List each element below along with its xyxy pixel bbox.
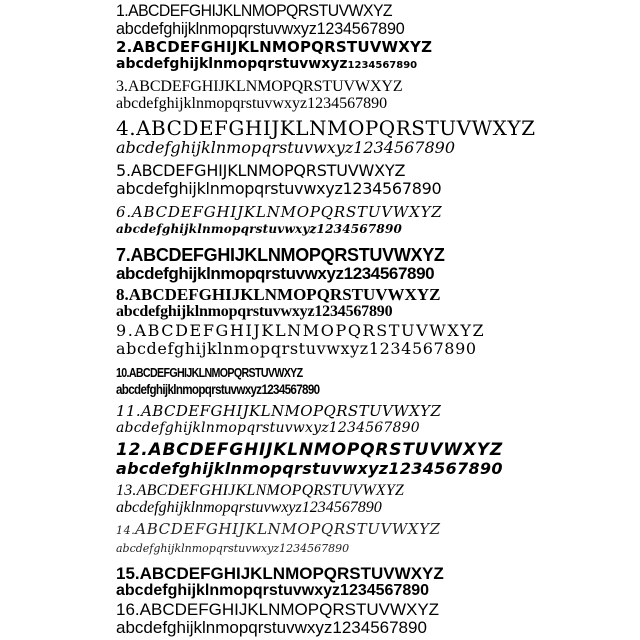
font-sample-14 xyxy=(116,522,636,554)
lowercase-digits-line: abcdefghijklnmopqrstuvwxyz1234567890 xyxy=(116,381,320,397)
uppercase-alphabet: ABCDEFGHIJKLNMOPQRSTUVWXYZ xyxy=(128,365,303,380)
lowercase-alphabet: abcdefghijklnmopqrstuvwxyz xyxy=(116,56,348,72)
font-sample-16 xyxy=(116,601,636,636)
sample-uppercase-line xyxy=(116,246,636,264)
sample-number: 12. xyxy=(116,440,149,460)
lowercase-digits-line: abcdefghijklnmopqrstuvwxyz1234567890 xyxy=(116,222,403,236)
lowercase-digits-line xyxy=(116,57,636,71)
font-sample-6 xyxy=(116,205,636,235)
sample-uppercase-line xyxy=(116,483,636,499)
uppercase-alphabet: ABCDEFGHIJKLNMOPQRSTUVWXYZ xyxy=(130,245,445,265)
uppercase-alphabet: ABCDEFGHIJKLNMOPQRSTUVWXYZ xyxy=(127,78,403,95)
sample-uppercase-line xyxy=(116,522,636,537)
lowercase-digits-line: abcdefghijklnmopqrstuvwxyz1234567890 xyxy=(116,179,442,198)
sample-uppercase-line xyxy=(116,601,636,618)
uppercase-alphabet: ABCDEFGHIJKLNMOPQRSTUVWXYZ xyxy=(141,402,442,420)
lowercase-digits-line: abcdefghijklnmopqrstuvwxyz1234567890 xyxy=(116,19,405,38)
sample-number: 13. xyxy=(116,482,137,499)
font-sample-5 xyxy=(116,163,636,197)
sample-number: 5. xyxy=(116,161,131,180)
sample-number: 15. xyxy=(116,564,140,583)
sample-uppercase-line xyxy=(116,286,636,303)
sample-uppercase-line xyxy=(116,366,542,379)
uppercase-alphabet: ABCDEFGHIJKLNMOPQRSTUVWXYZ xyxy=(128,285,441,304)
font-sample-13 xyxy=(116,483,636,516)
lowercase-digits-line: abcdefghijklnmopqrstuvwxyz1234567890 xyxy=(116,420,420,436)
font-sample-8 xyxy=(116,286,636,320)
lowercase-digits-line: abcdefghijklnmopqrstuvwxyz1234567890 xyxy=(116,264,435,283)
uppercase-alphabet: ABCDEFGHIJKLNMOPQRSTUVWXYZ xyxy=(139,564,444,583)
font-sample-15 xyxy=(116,565,636,599)
uppercase-alphabet: ABCDEFGHIJKLNMOPQRSTUVWXYZ xyxy=(130,161,406,180)
lowercase-digits-line: abcdefghijklnmopqrstuvwxyz1234567890 xyxy=(116,339,477,358)
uppercase-alphabet: ABCDEFGHIJKLNMOPQRSTUVWXYZ xyxy=(128,1,393,20)
lowercase-digits-line: abcdefghijklnmopqrstuvwxyz1234567890 xyxy=(116,618,427,637)
sample-number: 10. xyxy=(116,365,129,380)
uppercase-alphabet: ABCDEFGHIJKLNMOPQRSTUVWXYZ xyxy=(148,440,503,460)
lowercase-digits-line: abcdefghijklnmopqrstuvwxyz1234567890 xyxy=(116,95,388,112)
sample-uppercase-line xyxy=(116,163,636,179)
sample-number: 14. xyxy=(116,524,136,537)
sample-uppercase-line xyxy=(116,404,636,419)
sample-uppercase-line xyxy=(116,205,636,220)
uppercase-alphabet: ABCDEFGHIJKLNMOPQRSTUVWXYZ xyxy=(135,520,441,538)
uppercase-alphabet: ABCDEFGHIJKLNMOPQRSTUVWXYZ xyxy=(136,482,405,499)
font-sample-9 xyxy=(116,323,636,357)
font-sample-7 xyxy=(116,246,636,282)
sample-number: 8. xyxy=(116,285,129,304)
sample-number: 1. xyxy=(116,1,129,20)
sample-number: 16. xyxy=(116,600,140,619)
font-sample-10 xyxy=(116,366,636,396)
sample-number: 4. xyxy=(116,116,137,140)
font-sample-12 xyxy=(116,442,636,477)
uppercase-alphabet: ABCDEFGHIJKLNMOPQRSTUVWXYZ xyxy=(134,321,486,340)
lowercase-digits-line: abcdefghijklnmopqrstuvwxyz1234567890 xyxy=(116,459,503,478)
sample-uppercase-line xyxy=(116,442,636,459)
lowercase-digits-line: abcdefghijklnmopqrstuvwxyz1234567890 xyxy=(116,582,430,599)
sample-uppercase-line xyxy=(116,565,636,582)
font-sample-1 xyxy=(116,2,636,37)
sample-number: 9. xyxy=(116,321,135,340)
lowercase-digits-line: abcdefghijklnmopqrstuvwxyz1234567890 xyxy=(116,138,456,157)
font-sample-4 xyxy=(116,118,636,156)
sample-uppercase-line xyxy=(116,2,600,19)
uppercase-alphabet: ABCDEFGHIJKLNMOPQRSTUVWXYZ xyxy=(132,38,433,56)
sample-number: 6. xyxy=(116,203,132,221)
uppercase-alphabet: ABCDEFGHIJKLNMOPQRSTUVWXYZ xyxy=(139,600,440,619)
font-sample-11 xyxy=(116,404,636,435)
font-sample-2 xyxy=(116,40,636,71)
sample-number: 3. xyxy=(116,78,128,95)
sample-uppercase-line xyxy=(116,79,636,95)
font-sample-3 xyxy=(116,79,636,112)
sample-uppercase-line xyxy=(116,40,636,55)
uppercase-alphabet: ABCDEFGHIJKLNMOPQRSTUVWXYZ xyxy=(131,203,443,221)
sample-number: 11. xyxy=(116,402,142,420)
sample-uppercase-line xyxy=(116,118,636,138)
sample-uppercase-line xyxy=(116,323,636,339)
lowercase-digits-line: abcdefghijklnmopqrstuvwxyz1234567890 xyxy=(116,303,393,320)
uppercase-alphabet: ABCDEFGHIJKLNMOPQRSTUVWXYZ xyxy=(136,116,536,140)
lowercase-digits-line: abcdefghijklnmopqrstuvwxyz1234567890 xyxy=(116,542,350,555)
sample-number: 2. xyxy=(116,38,133,56)
sample-number: 7. xyxy=(116,245,131,265)
lowercase-digits-line: abcdefghijklnmopqrstuvwxyz1234567890 xyxy=(116,499,382,516)
digits: 1234567890 xyxy=(347,60,418,71)
